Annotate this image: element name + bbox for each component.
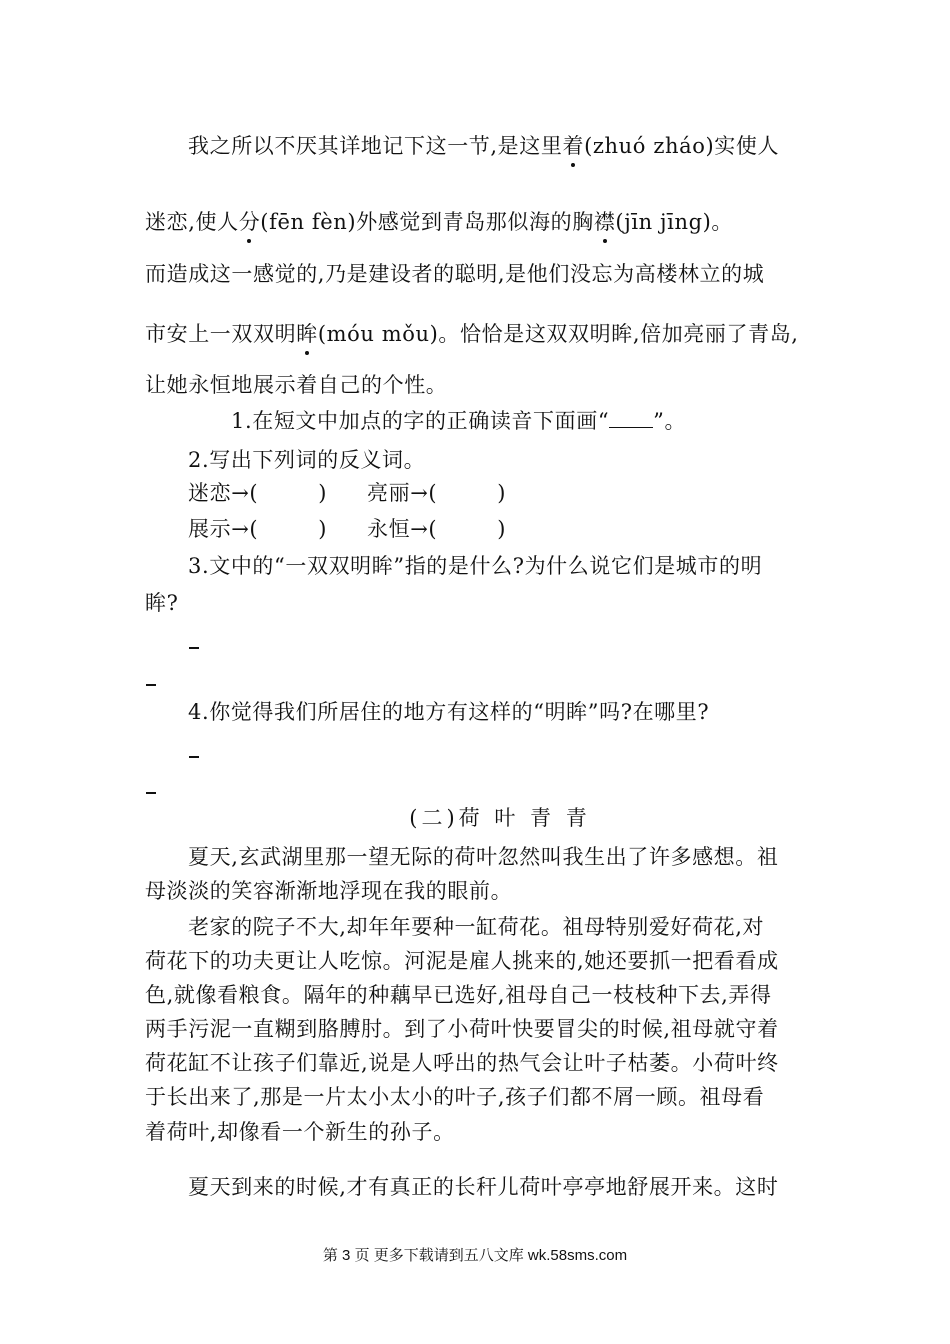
passage-line: 老家的院子不大,却年年要种一缸荷花。祖母特别爱好荷花,对 (188, 915, 765, 939)
antonym-row (367, 514, 506, 544)
paren-close: ) (497, 481, 506, 505)
paren-close: ) (318, 517, 327, 541)
section-title: (二)荷 叶 青 青 (409, 806, 591, 830)
answer-line[interactable] (146, 684, 156, 686)
dotted-character: 分 (239, 207, 261, 237)
question-text: 1.在短文中加点的字的正确读音下面画“ (231, 409, 610, 433)
text-segment: 市安上一双双明 (145, 322, 297, 346)
passage-line: 两手污泥一直糊到胳膊肘。到了小荷叶快要冒尖的时候,祖母就守着 (145, 1017, 779, 1041)
antonym-row (188, 514, 327, 544)
dotted-character: 襟 (594, 207, 616, 237)
pinyin-options: (jīn jīng)。 (615, 210, 734, 234)
pinyin-options: (móu mǒu)。恰恰是这双双明眸,倍加亮丽了青岛, (317, 322, 799, 346)
question-3: 3.文中的“一双双明眸”指的是什么?为什么说它们是城市的明 (188, 554, 763, 578)
question-3-cont: 眸? (145, 591, 179, 615)
dotted-character: 眸 (296, 319, 318, 349)
answer-line[interactable] (189, 647, 199, 649)
question-4: 4.你觉得我们所居住的地方有这样的“明眸”吗?在哪里? (188, 700, 710, 724)
antonym-prompt: 永恒→( (367, 517, 438, 541)
text-segment: 迷恋,使人 (145, 210, 239, 234)
pinyin-options: (fēn fèn)外感觉到青岛那似海的胸 (260, 210, 594, 234)
passage-line (145, 319, 799, 349)
question-1 (231, 406, 686, 436)
passage-line: 着荷叶,却像看一个新生的孙子。 (145, 1120, 455, 1144)
text-segment: 我之所以不厌其详地记下这一节,是这里 (188, 134, 563, 158)
answer-blank[interactable] (609, 409, 653, 428)
paren-close: ) (497, 517, 506, 541)
pinyin-options: (zhuó zháo)实使人 (584, 134, 780, 158)
passage-line: 荷花缸不让孩子们靠近,说是人呼出的热气会让叶子枯萎。小荷叶终 (145, 1051, 779, 1075)
passage-line (145, 207, 733, 237)
question-text: ”。 (653, 409, 687, 433)
passage-line: 母淡淡的笑容渐渐地浮现在我的眼前。 (145, 879, 513, 903)
antonym-prompt: 迷恋→( (188, 481, 259, 505)
passage-line: 色,就像看粮食。隔年的种藕早已选好,祖母自己一枝枝种下去,弄得 (145, 983, 772, 1007)
passage-line: 夏天到来的时候,才有真正的长秆儿荷叶亭亭地舒展开来。这时 (188, 1175, 779, 1199)
question-2: 2.写出下列词的反义词。 (188, 448, 426, 472)
passage-line (188, 131, 779, 161)
passage-line: 荷花下的功夫更让人吃惊。河泥是雇人挑来的,她还要抓一把看看成 (145, 949, 779, 973)
antonym-row (367, 478, 506, 508)
passage-line: 夏天,玄武湖里那一望无际的荷叶忽然叫我生出了许多感想。祖 (188, 845, 779, 869)
page-footer: 第 3 页 更多下载请到五八文库 wk.58sms.com (322, 1247, 628, 1264)
dotted-character: 着 (562, 131, 584, 161)
antonym-prompt: 展示→( (188, 517, 259, 541)
antonym-row (188, 478, 327, 508)
paren-close: ) (318, 481, 327, 505)
answer-line[interactable] (189, 756, 199, 758)
passage-line: 于长出来了,那是一片太小太小的叶子,孩子们都不屑一顾。祖母看 (145, 1085, 765, 1109)
answer-line[interactable] (146, 792, 156, 794)
passage-line: 让她永恒地展示着自己的个性。 (145, 373, 448, 397)
passage-line: 而造成这一感觉的,乃是建设者的聪明,是他们没忘为高楼林立的城 (145, 262, 765, 286)
antonym-prompt: 亮丽→( (367, 481, 438, 505)
